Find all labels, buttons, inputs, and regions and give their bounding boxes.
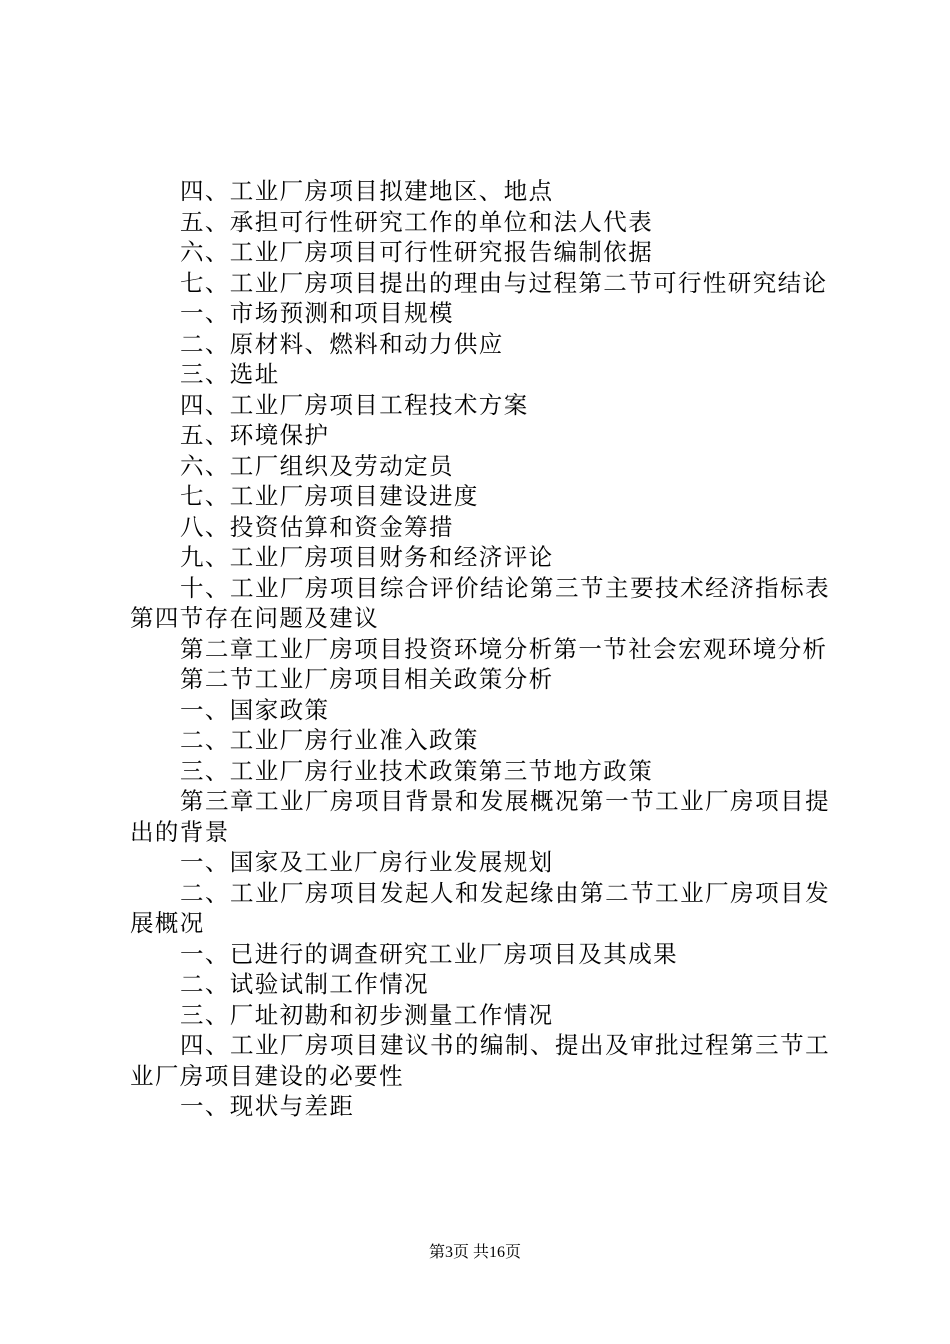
paragraph: 二、工业厂房项目发起人和发起缘由第二节工业厂房项目发展概况 <box>130 878 830 937</box>
paragraph: 五、环境保护 <box>180 421 330 449</box>
paragraph: 第三章工业厂房项目背景和发展概况第一节工业厂房项目提出的背景 <box>130 787 830 846</box>
paragraph: 三、工业厂房行业技术政策第三节地方政策 <box>180 756 654 785</box>
paragraph: 二、原材料、燃料和动力供应 <box>180 329 504 358</box>
paragraph: 四、工业厂房项目工程技术方案 <box>180 390 529 419</box>
paragraph: 第二章工业厂房项目投资环境分析第一节社会宏观环境分析 <box>180 634 828 663</box>
paragraph: 一、国家政策 <box>180 695 330 724</box>
paragraph: 一、已进行的调查研究工业厂房项目及其成果 <box>180 939 678 968</box>
document-body <box>130 176 830 1122</box>
paragraph: 一、市场预测和项目规模 <box>180 299 454 327</box>
page-number-label: 第3页 共16页 <box>428 1244 521 1261</box>
page-footer <box>0 1243 950 1263</box>
paragraph: 二、试验试制工作情况 <box>180 970 429 998</box>
paragraph: 十、工业厂房项目综合评价结论第三节主要技术经济指标表第四节存在问题及建议 <box>130 573 830 632</box>
paragraph: 第二节工业厂房项目相关政策分析 <box>180 665 554 693</box>
paragraph: 七、工业厂房项目提出的理由与过程第二节可行性研究结论 <box>180 268 828 297</box>
paragraph: 一、国家及工业厂房行业发展规划 <box>180 848 554 876</box>
paragraph: 一、现状与差距 <box>180 1092 355 1120</box>
paragraph: 四、工业厂房项目建议书的编制、提出及审批过程第三节工业厂房项目建设的必要性 <box>130 1031 830 1090</box>
paragraph: 二、工业厂房行业准入政策 <box>180 726 479 754</box>
paragraph: 六、工厂组织及劳动定员 <box>180 451 454 480</box>
paragraph: 六、工业厂房项目可行性研究报告编制依据 <box>180 238 654 266</box>
paragraph: 三、厂址初勘和初步测量工作情况 <box>180 1000 554 1029</box>
paragraph: 四、工业厂房项目拟建地区、地点 <box>180 177 554 205</box>
paragraph: 三、选址 <box>180 360 280 388</box>
paragraph: 七、工业厂房项目建设进度 <box>180 482 479 510</box>
paragraph: 八、投资估算和资金筹措 <box>180 512 454 541</box>
paragraph: 五、承担可行性研究工作的单位和法人代表 <box>180 207 654 236</box>
paragraph: 九、工业厂房项目财务和经济评论 <box>180 543 554 571</box>
